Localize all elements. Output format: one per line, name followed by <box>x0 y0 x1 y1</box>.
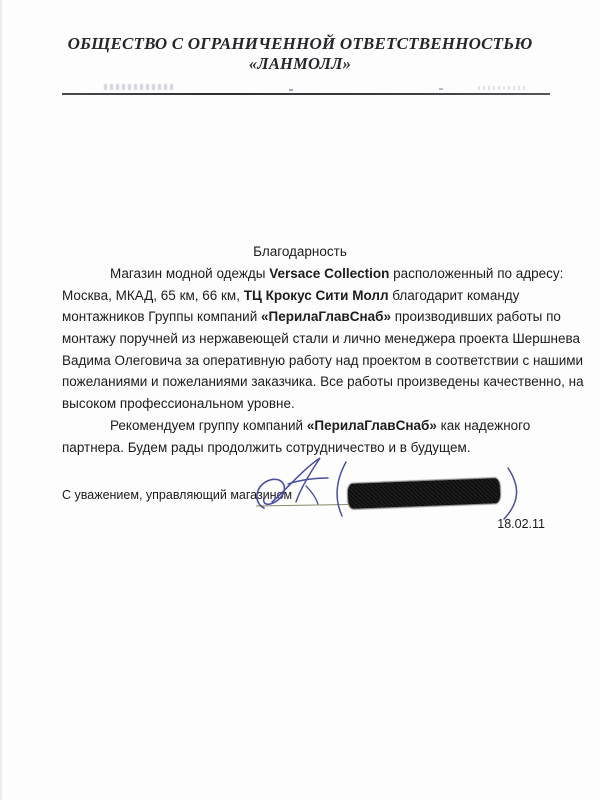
paragraph-line: Магазин модной одежды Versace Collection расположенный по адресу: <box>110 266 564 281</box>
letter-body <box>62 263 584 458</box>
paragraph-line: Москва, МКАД, 65 км, 66 км, ТЦ Крокус Сити Молл благодарит команду <box>62 287 520 303</box>
scan-artifact <box>478 86 526 90</box>
document-date: 18.02.11 <box>497 517 545 531</box>
paragraph-line: монтажу поручней из нержавеющей стали и лично менеджера проекта Шершнева <box>62 331 581 347</box>
company-name-line1: ОБЩЕСТВО С ОГРАНИЧЕННОЙ ОТВЕТСТВЕННОСТЬЮ <box>67 34 533 53</box>
scan-artifact <box>104 84 176 90</box>
closing-salutation: С уважением, управляющий магазином <box>62 488 293 502</box>
paragraph-line: высоком профессиональном уровне. <box>62 396 295 412</box>
scan-artifact <box>439 88 443 90</box>
letterhead <box>0 34 600 74</box>
paragraph-line: Рекомендуем группу компаний «ПерилаГлавСнаб» как надежного <box>110 417 531 433</box>
paragraph-line: партнера. Будем рады продолжить сотрудничество и в будущем. <box>62 439 471 455</box>
company-name-line2: «ЛАНМОЛЛ» <box>248 54 352 73</box>
scan-edge-shadow <box>0 0 3 800</box>
paragraph-line: Вадима Олеговича за оперативную работу над проектом в соответствии с нашими <box>62 352 584 368</box>
document-title: Благодарность <box>253 244 347 259</box>
header-divider <box>62 93 550 95</box>
paragraph-line: монтажников Группы компаний «ПерилаГлавСнаб» производивших работы по <box>62 309 561 325</box>
paragraph-line: пожеланиями и пожеланиями заказчика. Все работы произведены качественно, на <box>62 374 584 390</box>
scan-artifact <box>289 89 293 91</box>
